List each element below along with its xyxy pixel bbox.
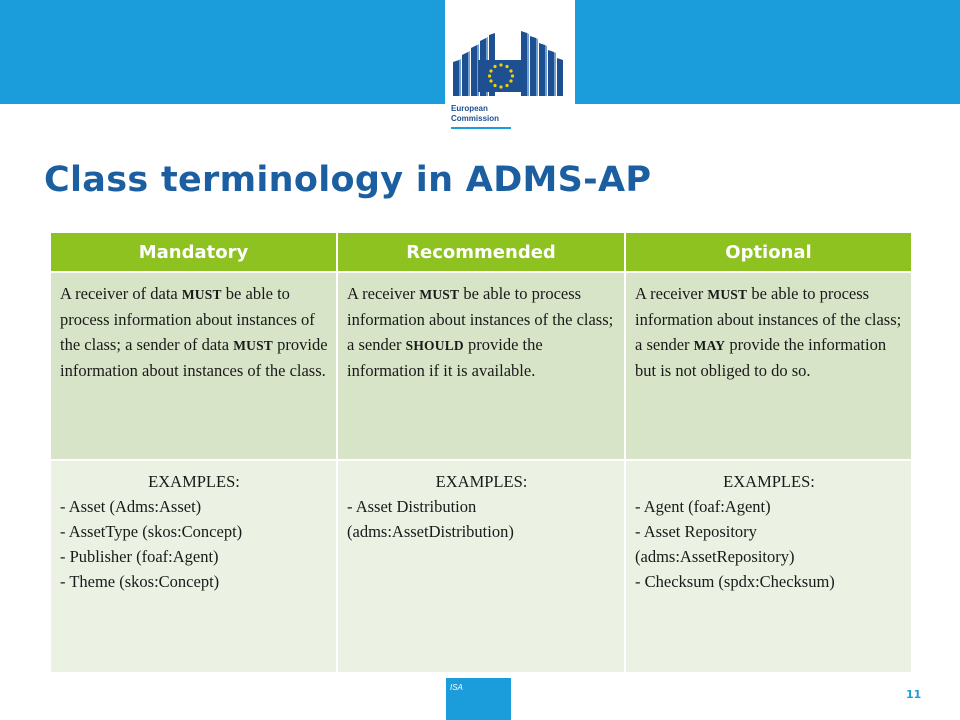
column-header-recommended: Recommended xyxy=(337,232,625,272)
example-item: - Checksum (spdx:Checksum) xyxy=(635,572,835,591)
examples-heading: EXAMPLES: xyxy=(435,472,528,491)
example-item: - AssetType (skos:Concept) xyxy=(60,522,243,541)
table-header-row xyxy=(50,232,912,272)
examples-cell-mandatory xyxy=(50,460,337,673)
column-header-optional: Optional xyxy=(625,232,912,272)
logo-line-commission: Commission xyxy=(451,114,500,123)
keyword-must: MUST xyxy=(707,287,748,302)
examples-heading: EXAMPLES: xyxy=(723,472,815,491)
page-title: Class terminology in ADMS-AP xyxy=(44,160,652,200)
keyword-should: SHOULD xyxy=(405,338,464,353)
example-item: - Asset (Adms:Asset) xyxy=(60,497,202,516)
keyword-must: MUST xyxy=(181,287,222,302)
examples-cell-optional xyxy=(625,460,912,673)
isa-label: ISA xyxy=(450,683,463,692)
examples-row xyxy=(50,460,912,673)
definition-text: A receiver of data xyxy=(60,284,182,303)
examples-cell-recommended xyxy=(337,460,625,673)
definition-text: A receiver xyxy=(635,284,708,303)
logo-line-european: European xyxy=(451,104,488,113)
example-item: - Publisher (foaf:Agent) xyxy=(60,547,219,566)
keyword-must: MUST xyxy=(233,338,273,353)
definition-cell-recommended xyxy=(337,272,625,460)
class-terminology-table xyxy=(49,231,913,674)
example-item: - Agent (foaf:Agent) xyxy=(635,497,771,516)
definition-text: be able to process information about instances of the class; a sender of data xyxy=(60,284,315,354)
keyword-must: MUST xyxy=(419,287,460,302)
definitions-row xyxy=(50,272,912,460)
isa-logo xyxy=(446,678,511,720)
logo-underline xyxy=(451,127,511,129)
definition-cell-mandatory xyxy=(50,272,337,460)
column-header-mandatory: Mandatory xyxy=(50,232,337,272)
example-item: - Asset Distribution (adms:AssetDistribution) xyxy=(347,497,514,541)
definition-text: A receiver xyxy=(347,284,420,303)
example-item: - Asset Repository (adms:AssetRepository) xyxy=(635,522,795,566)
example-item: - Theme (skos:Concept) xyxy=(60,572,220,591)
keyword-may: MAY xyxy=(693,338,726,353)
definition-text: provide the information if it is available. xyxy=(347,335,543,380)
definition-text: be able to process information about instances of the class; a sender xyxy=(347,284,614,354)
examples-heading: EXAMPLES: xyxy=(148,472,240,491)
definition-cell-optional xyxy=(625,272,912,460)
definition-text: provide the information but is not obliged to do so. xyxy=(635,335,887,380)
page-number: 11 xyxy=(906,688,922,701)
definition-text: provide information about instances of the class. xyxy=(60,335,328,380)
definition-text: be able to process information about instances of the class; a sender xyxy=(635,284,902,354)
logo-wordmark xyxy=(451,104,499,124)
